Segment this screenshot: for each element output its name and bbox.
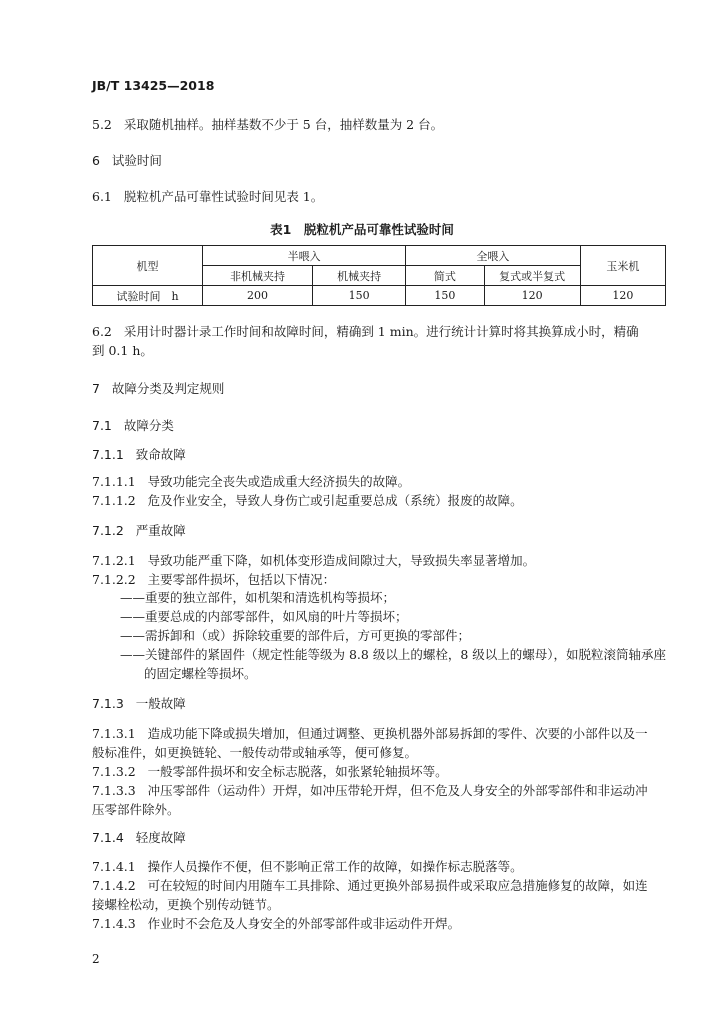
clause-7-1-4-3 [92, 916, 460, 932]
clause-text: 操作人员操作不便，但不影响正常工作的故障，如操作标志脱落等。 [147, 859, 523, 874]
clause-7-1-3-2 [92, 764, 448, 780]
clause-7-1-1-heading [92, 447, 186, 463]
table-cell: 150 [406, 286, 484, 306]
list-item: ——重要的独立部件，如机架和清选机构等损坏； [120, 590, 396, 605]
clause-text: 主要零部件损坏，包括以下情况： [147, 572, 336, 587]
clause-7-1-3-1-line2: 般标准件，如更换链轮、一般传动带或轴承等，便可修复。 [92, 745, 418, 760]
clause-text: 导致功能严重下降，如机体变形造成间隙过大，导致损失率显著增加。 [147, 553, 536, 568]
clause-number: 7.1.1 [92, 447, 124, 462]
section-7-heading [92, 381, 224, 397]
clause-text: 采取随机抽样。抽样基数不少于 5 台，抽样数量为 2 台。 [123, 117, 444, 132]
standard-code: JB/T 13425—2018 [92, 78, 215, 93]
clause-7-1-1-1 [92, 474, 410, 490]
clause-7-1-4-heading [92, 830, 186, 846]
section-number: 6 [92, 153, 100, 168]
clause-7-1-4-2-line1 [92, 878, 648, 894]
clause-title: 故障分类 [123, 418, 174, 433]
header-half-feed: 半喂入 [203, 246, 406, 266]
clause-number: 7.1.1.1 [92, 474, 136, 489]
clause-text: 导致功能完全丧失或造成重大经济损失的故障。 [147, 474, 411, 489]
clause-7-1-4-1 [92, 859, 523, 875]
clause-7-1-3-1-line1 [92, 726, 648, 742]
clause-number: 7.1.3.2 [92, 764, 136, 779]
table-cell: 150 [313, 286, 406, 306]
clause-text: 作业时不会危及人身安全的外部零部件或非运动件开焊。 [147, 916, 461, 931]
reliability-test-time-table [92, 245, 666, 306]
section-number: 7 [92, 381, 100, 396]
clause-number: 7.1.3.3 [92, 783, 136, 798]
table-cell: 200 [203, 286, 313, 306]
clause-text: 危及作业安全，导致人身伤亡或引起重要总成（系统）报废的故障。 [147, 493, 523, 508]
clause-7-1-1-2 [92, 493, 523, 509]
clause-number: 7.1.4.2 [92, 878, 136, 893]
page-number: 2 [92, 952, 100, 966]
table-cell: 120 [580, 286, 665, 306]
clause-number: 7.1.3 [92, 696, 124, 711]
header-compound: 复式或半复式 [484, 266, 580, 286]
header-model: 机型 [93, 246, 203, 286]
clause-title: 致命故障 [135, 447, 186, 462]
table-cell: 120 [484, 286, 580, 306]
list-item-continuation: 的固定螺栓等损坏。 [144, 666, 257, 681]
section-title: 故障分类及判定规则 [111, 381, 225, 396]
clause-number: 7.1.4.3 [92, 916, 136, 931]
clause-6-2-line1 [92, 324, 639, 340]
clause-number: 7.1.4 [92, 830, 124, 845]
clause-title: 严重故障 [135, 523, 186, 538]
clause-7-1-3-heading [92, 696, 186, 712]
clause-number: 7.1.4.1 [92, 859, 136, 874]
clause-text: 一般零部件损坏和安全标志脱落，如张紧轮轴损坏等。 [147, 764, 448, 779]
clause-number: 7.1.3.1 [92, 726, 136, 741]
clause-7-1-3-3-line2: 压零部件除外。 [92, 802, 180, 817]
clause-6-2-line2: 到 0.1 h。 [92, 343, 153, 358]
list-item: ——关键部件的紧固件（规定性能等级为 8.8 级以上的螺栓，8 级以上的螺母），如脱粒滚筒轴承座 [120, 647, 667, 662]
clause-number: 7.1 [92, 418, 112, 433]
clause-6-1 [92, 189, 323, 205]
clause-title: 轻度故障 [135, 830, 186, 845]
header-full-feed: 全喂入 [406, 246, 581, 266]
table-caption: 表1 脱粒机产品可靠性试验时间 [270, 222, 454, 237]
clause-text: 造成功能下降或损失增加，但通过调整、更换机器外部易拆卸的零件、次要的小部件以及一 [147, 726, 648, 741]
clause-7-1-2-2 [92, 572, 335, 588]
clause-title: 一般故障 [135, 696, 186, 711]
header-mechanical-clamp: 机械夹持 [313, 266, 406, 286]
clause-7-1-2-1 [92, 553, 535, 569]
clause-number: 7.1.2.2 [92, 572, 136, 587]
clause-text: 冲压零部件（运动件）开焊，如冲压带轮开焊，但不危及人身安全的外部零部件和非运动冲 [147, 783, 648, 798]
section-6-heading [92, 153, 162, 169]
clause-number: 7.1.2.1 [92, 553, 136, 568]
clause-5-2 [92, 117, 443, 133]
clause-text: 脱粒机产品可靠性试验时间见表 1。 [123, 189, 324, 204]
list-item: ——重要总成的内部零部件，如风扇的叶片等损坏； [120, 609, 408, 624]
list-item: ——需拆卸和（或）拆除较重要的部件后，方可更换的零部件； [120, 628, 471, 643]
section-title: 试验时间 [111, 153, 162, 168]
clause-number: 6.2 [92, 324, 112, 339]
clause-number: 7.1.1.2 [92, 493, 136, 508]
clause-text: 采用计时器计录工作时间和故障时间，精确到 1 min。进行统计计算时将其换算成小时，精确 [123, 324, 639, 339]
clause-7-1-2-heading [92, 523, 186, 539]
clause-number: 5.2 [92, 117, 112, 132]
clause-number: 6.1 [92, 189, 112, 204]
clause-7-1-heading [92, 418, 174, 434]
header-corn: 玉米机 [580, 246, 665, 286]
clause-number: 7.1.2 [92, 523, 124, 538]
clause-7-1-3-3-line1 [92, 783, 648, 799]
header-non-mechanical-clamp: 非机械夹持 [203, 266, 313, 286]
clause-7-1-4-2-line2: 接螺栓松动，更换个别传动链节。 [92, 897, 280, 912]
clause-text: 可在较短的时间内用随车工具排除、通过更换外部易损件或采取应急措施修复的故障，如连 [147, 878, 648, 893]
row-label-test-time: 试验时间 h [93, 286, 203, 306]
header-simple: 简式 [406, 266, 484, 286]
